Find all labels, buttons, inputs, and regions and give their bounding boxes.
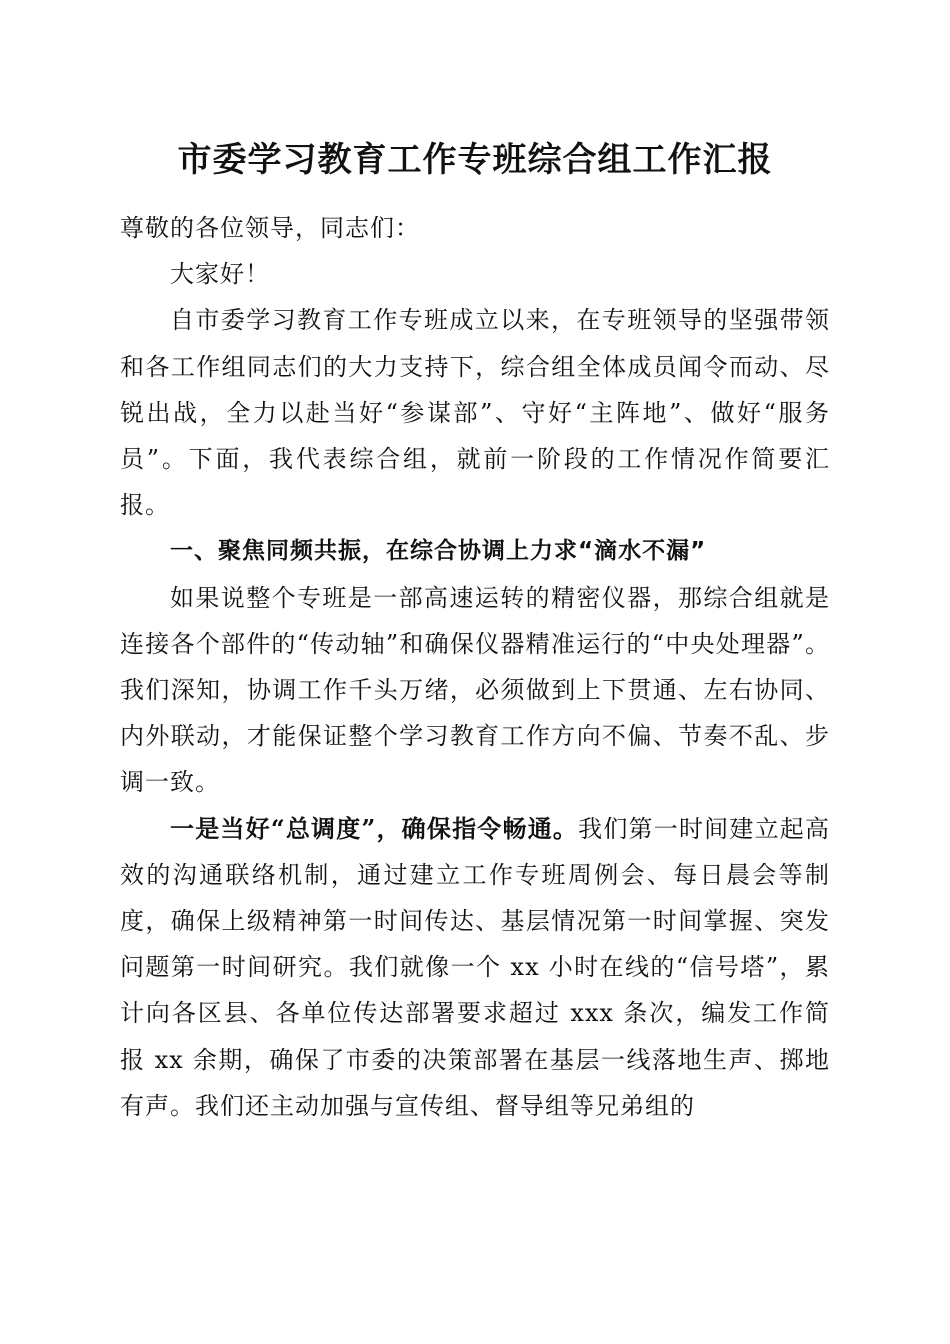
salutation: 尊敬的各位领导，同志们： (120, 214, 420, 242)
section-1-point-1-text: 我们第一时间建立起高效的沟通联络机制，通过建立工作专班周例会、每日晨会等制度，确保上级精神第一时间传达、基层情况第一时间掌握、突发问题第一时间研究。我们就像一个 xx 小时在线的“信号塔”，累计向各区县、各单位传达部署要求超过 xxx 条次，编发工作简报 xx 余期，确保了市委的决策部署在基层一线落地生声、掷地有声。我们还主动加强与宣传组、督导组等兄弟组的 (120, 814, 831, 1120)
section-1-point-1 (120, 806, 830, 1129)
section-1-paragraph: 如果说整个专班是一部高速运转的精密仪器，那综合组就是连接各个部件的“传动轴”和确保仪器精准运行的“中央处理器”。我们深知，协调工作千头万绪，必须做到上下贯通、左右协同、内外联动，才能保证整个学习教育工作方向不偏、节奏不乱、步调一致。 (120, 583, 830, 797)
intro-paragraph: 自市委学习教育工作专班成立以来，在专班领导的坚强带领和各工作组同志们的大力支持下，综合组全体成员闻令而动、尽锐出战，全力以赴当好“参谋部”、守好“主阵地”、做好“服务员”。下面，我代表综合组，就前一阶段的工作情况作简要汇报。 (120, 306, 830, 520)
document-body (120, 205, 830, 1129)
document-title: 市委学习教育工作专班综合组工作汇报 (177, 140, 773, 180)
section-1-heading: 一、聚焦同频共振，在综合协调上力求“滴水不漏” (170, 538, 707, 565)
greeting: 大家好！ (170, 260, 270, 289)
section-1-point-1-lead: 一是当好“总调度”，确保指令畅通。 (170, 813, 579, 843)
